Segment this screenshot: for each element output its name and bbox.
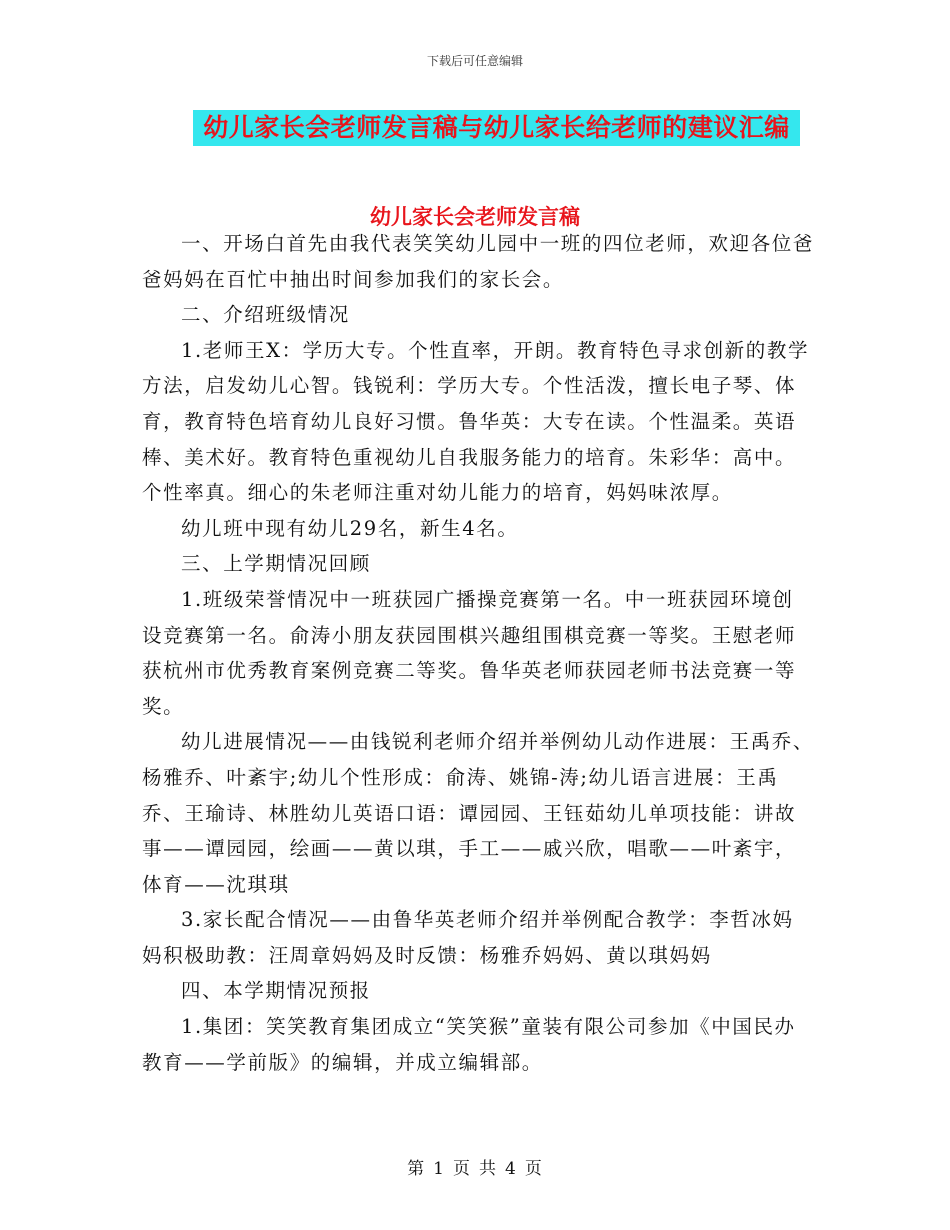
- paragraph-teachers: 1.老师王X：学历大专。个性直率，开朗。教育特色寻求创新的教学方法，启发幼儿心智。钱锐利：学历大专。个性活泼，擅长电子琴、体育，教育特色培育幼儿良好习惯。鲁华英：大专在读。个性温柔。英语棒、美术好。教育特色重视幼儿自我服务能力的培育。朱彩华：高中。个性率真。细心的朱老师注重对幼儿能力的培育，妈妈味浓厚。: [142, 338, 810, 505]
- paragraph-heading-this-term: 四、本学期情况预报: [181, 979, 371, 1003]
- paragraph-opening: 一、开场白首先由我代表笑笑幼儿园中一班的四位老师，欢迎各位爸爸妈妈在百忙中抽出时间参加我们的家长会。: [142, 232, 815, 291]
- paragraph-honors: 1.班级荣誉情况中一班获园广播操竞赛第一名。中一班获园环境创设竞赛第一名。俞涛小朋友获园围棋兴趣组围棋竞赛一等奖。王慰老师获杭州市优秀教育案例竞赛二等奖。鲁华英老师获园老师书法竞赛一等奖。: [142, 587, 797, 718]
- footer-total-pages: 4: [505, 1159, 517, 1179]
- header-note: 下载后可任意编辑: [426, 54, 523, 68]
- paragraph-heading-class-intro: 二、介绍班级情况: [181, 303, 350, 327]
- footer-suffix: 页: [524, 1159, 543, 1179]
- document-body: [142, 226, 814, 1080]
- footer-total-label: 共: [479, 1159, 497, 1179]
- footer-prefix: 第: [407, 1159, 426, 1179]
- paragraph-group: 1.集团：笑笑教育集团成立“笑笑猴”童装有限公司参加《中国民办教育——学前版》的编辑，并成立编辑部。: [142, 1015, 796, 1074]
- paragraph-parent-cooperation: 3.家长配合情况——由鲁华英老师介绍并举例配合教学：李哲冰妈妈积极助教：汪周章妈妈及时反馈：杨雅乔妈妈、黄以琪妈妈: [142, 908, 794, 967]
- page-footer: [0, 1154, 950, 1179]
- document-title: 幼儿家长会老师发言稿与幼儿家长给老师的建议汇编: [193, 110, 800, 146]
- paragraph-heading-last-term: 三、上学期情况回顾: [181, 552, 371, 576]
- paragraph-child-progress: 幼儿进展情况——由钱锐利老师介绍并举例幼儿动作进展：王禹乔、杨雅乔、叶紊宇;幼儿个性形成：俞涛、姚锦-涛;幼儿语言进展：王禹乔、王瑜诗、林胜幼儿英语口语：谭园园、王钰茹幼儿单项技能：讲故事——谭园园，绘画——黄以琪，手工——戚兴欣，唱歌——叶紊宇，体育——沈琪琪: [142, 730, 815, 896]
- footer-page-number: 1: [433, 1159, 445, 1179]
- section-title: 幼儿家长会老师发言稿: [370, 204, 580, 229]
- paragraph-class-size: 幼儿班中现有幼儿29名，新生4名。: [181, 516, 519, 540]
- footer-page-label: 页: [453, 1159, 471, 1179]
